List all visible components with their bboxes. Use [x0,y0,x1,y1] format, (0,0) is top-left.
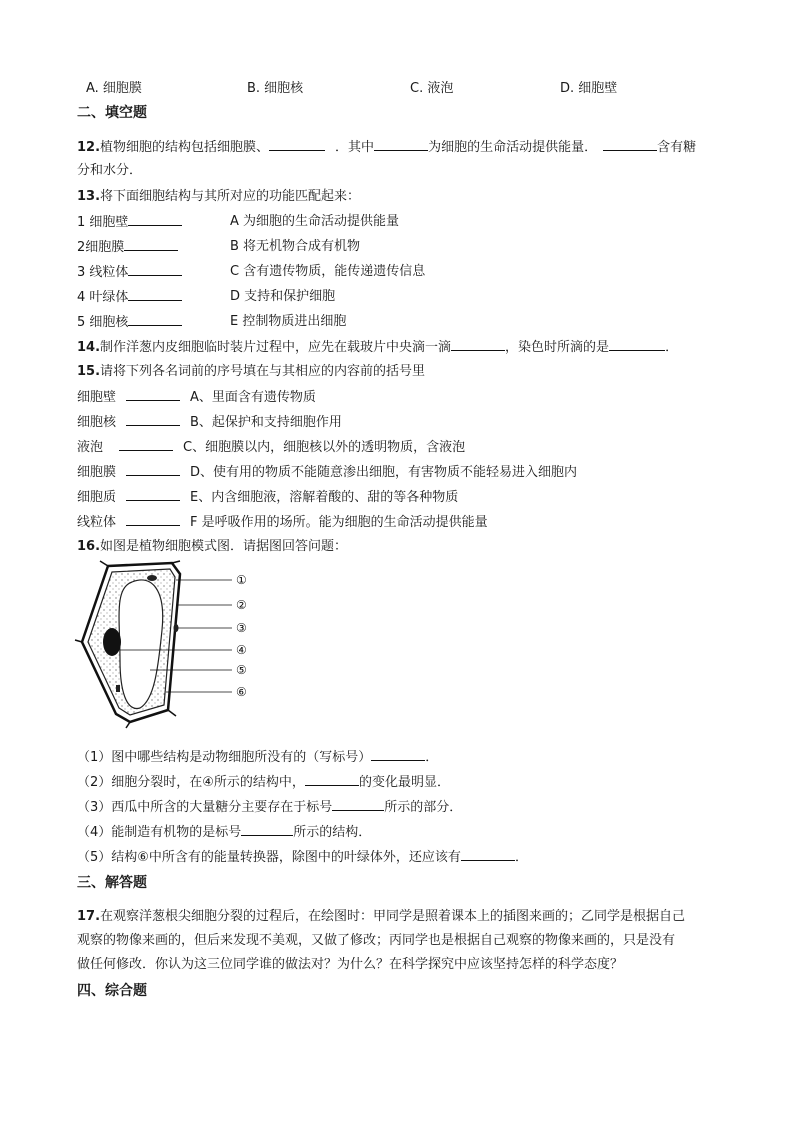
q13-number: 13. [77,189,101,204]
q15-item-4 [77,463,577,482]
q16-sub-5-end: ． [514,850,528,865]
option-c: C. 液泡 [410,81,454,96]
q16-sub-4-end: 所示的结构． [293,825,372,840]
diagram-label-3: ③ [236,621,247,635]
q13-item-3 [77,263,182,282]
q13-stem [77,188,360,206]
q16-sub-4-text: （4）能制造有机物的是标号 [77,825,242,840]
q15-blank[interactable] [119,438,173,451]
section-answer-title: 三、解答题 [77,875,147,891]
wall-edge [168,710,176,716]
q16-sub-2 [77,773,450,792]
q16-sub-2-blank[interactable] [305,773,359,786]
option-d: D. 细胞壁 [560,81,618,96]
q13-function-b: B 将无机物合成有机物 [230,239,361,254]
q12-blank-1[interactable] [269,138,325,151]
plant-cell-diagram [72,560,272,730]
diagram-label-2: ② [236,598,247,612]
q14-blank-2[interactable] [609,338,665,351]
q12-text-c: 为细胞的生命活动提供能量． [428,140,598,155]
chloroplast [174,624,179,632]
q12-line1 [77,138,696,157]
q16-sub-3 [77,798,462,817]
q13-blank[interactable] [128,313,182,326]
q13-item-1 [77,213,182,232]
wall-edge [172,561,180,563]
q15-item-1 [77,388,316,407]
q13-item-5 [77,313,182,332]
q13-left-label: 2细胞膜 [77,240,125,255]
chloroplast [116,685,120,692]
q16-sub-1-blank[interactable] [371,748,425,761]
q15-item-2 [77,413,342,432]
q17-number: 17. [77,909,101,924]
q13-function-a: A 为细胞的生命活动提供能量 [230,214,400,229]
q15-blank[interactable] [126,388,180,401]
q12-line2: 分和水分． [77,163,143,178]
section-comprehensive-title: 四、综合题 [77,983,147,999]
q13-function-c: C 含有遗传物质，能传递遗传信息 [230,264,426,279]
q15-item-3 [77,438,465,457]
q12-text-d: 含有糖 [657,140,697,155]
q12-number: 12. [77,140,101,155]
q14-text-b: ，染色时所滴的是 [505,340,610,355]
q13-left-label: 3 线粒体 [77,265,129,280]
q15-description: F 是呼吸作用的场所。能为细胞的生命活动提供能量 [190,515,488,530]
q16-sub-3-end: 所示的部分． [384,800,463,815]
wall-edge [75,640,82,642]
q16-sub-1-end: ． [425,750,439,765]
q13-function-d: D 支持和保护细胞 [230,289,336,304]
q16-sub-1 [77,748,438,767]
q17-line3: 做任何修改．你认为这三位同学谁的做法对？为什么？在科学探究中应该坚持怎样的科学态度？ [77,957,624,972]
chloroplast [147,575,157,581]
q14-text-a: 制作洋葱内皮细胞临时装片过程中，应先在载玻片中央滴一滴 [100,340,452,355]
option-b: B. 细胞核 [247,81,304,96]
q16-sub-5 [77,848,528,867]
q14-text-c: ． [665,340,679,355]
wall-edge [100,561,108,566]
q15-description: D、使有用的物质不能随意渗出细胞，有害物质不能轻易进入细胞内 [190,465,578,480]
q16-stem [77,538,347,556]
q12-text-b: ．其中 [335,140,375,155]
q15-blank[interactable] [126,463,180,476]
q15-description: C、细胞膜以内，细胞核以外的透明物质，含液泡 [183,440,466,455]
q13-left-label: 1 细胞壁 [77,215,129,230]
q13-blank[interactable] [124,238,178,251]
diagram-label-6: ⑥ [236,685,247,699]
q16-number: 16. [77,539,101,554]
q13-left-label: 5 细胞核 [77,315,129,330]
q16-text: 如图是植物细胞模式图．请据图回答问题： [100,539,348,554]
q13-blank[interactable] [128,263,182,276]
nucleus [103,628,121,656]
q15-term: 细胞膜 [77,465,117,480]
q17-line1 [77,908,685,926]
q15-blank[interactable] [126,488,180,501]
q13-blank[interactable] [128,288,182,301]
q16-sub-3-blank[interactable] [332,798,384,811]
q16-sub-1-text: （1）图中哪些结构是动物细胞所没有的（写标号） [77,750,372,765]
q15-item-6 [77,513,488,532]
q15-blank[interactable] [126,513,180,526]
q15-term: 细胞壁 [77,390,117,405]
q15-term: 线粒体 [77,515,117,530]
q15-term: 细胞质 [77,490,117,505]
diagram-label-1: ① [236,573,247,587]
q16-sub-5-blank[interactable] [461,848,515,861]
q16-sub-5-text: （5）结构⑥中所含有的能量转换器，除图中的叶绿体外，还应该有 [77,850,461,865]
q15-text: 请将下列各名词前的序号填在与其相应的内容前的括号里 [100,364,426,379]
q13-function-e: E 控制物质进出细胞 [230,314,347,329]
q16-sub-4-blank[interactable] [241,823,293,836]
q14-blank-1[interactable] [451,338,505,351]
q14-number: 14. [77,340,101,355]
q13-left-label: 4 叶绿体 [77,290,129,305]
q15-description: B、起保护和支持细胞作用 [190,415,342,430]
q17-line2: 观察的物像来画的，但后来发现不美观，又做了修改；丙同学也是根据自己观察的物像来画的，只是没有 [77,933,676,948]
q15-number: 15. [77,364,101,379]
q13-item-4 [77,288,182,307]
q12-text-a: 植物细胞的结构包括细胞膜、 [100,140,270,155]
q15-description: A、里面含有遗传物质 [190,390,316,405]
q12-blank-2[interactable] [374,138,428,151]
diagram-label-4: ④ [236,643,247,657]
q15-blank[interactable] [126,413,180,426]
q15-term: 细胞核 [77,415,117,430]
q16-sub-2-text: （2）细胞分裂时，在④所示的结构中， [77,775,305,790]
section-fill-title: 二、填空题 [77,105,147,121]
q16-sub-4 [77,823,371,842]
q13-item-2 [77,238,178,257]
q16-sub-2-end: 的变化最明显． [358,775,450,790]
option-a: A. 细胞膜 [86,81,142,96]
q15-stem [77,363,425,381]
q15-description: E、内含细胞液，溶解着酸的、甜的等各种物质 [190,490,459,505]
q13-text: 将下面细胞结构与其所对应的功能匹配起来： [100,189,361,204]
q15-term: 液泡 [77,440,104,455]
q12-blank-3[interactable] [603,138,657,151]
q15-item-5 [77,488,458,507]
q17-text-1: 在观察洋葱根尖细胞分裂的过程后，在绘图时：甲同学是照着课本上的插图来画的；乙同学是根据自己 [100,909,686,924]
q16-sub-3-text: （3）西瓜中所含的大量糖分主要存在于标号 [77,800,333,815]
diagram-label-5: ⑤ [236,663,247,677]
q13-blank[interactable] [128,213,182,226]
q14-line [77,338,678,357]
wall-edge [126,722,130,728]
